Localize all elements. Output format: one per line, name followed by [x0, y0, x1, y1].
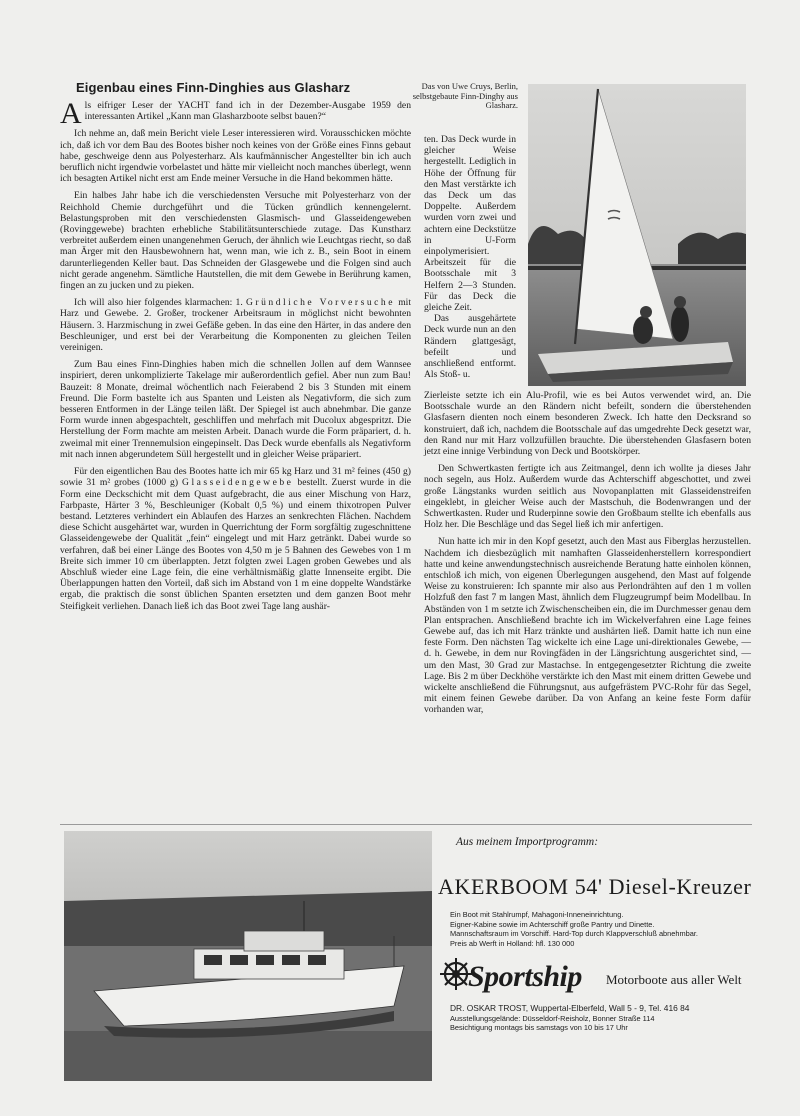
emphasis-text: Glasseidengewebe [182, 477, 294, 489]
article-paragraph: Ein halbes Jahr habe ich die verschiedensten Versuche mit Polyesterharz von der Reichhold Chemie durchgeführt und die Tücken gründlich kennengelernt. Belastungsproben mit den verschiedensten Glasmisch- und Glasseidengeweben (Rovinggewebe) brachten erhebliche Stabilitätsunterschiede zutage. Das Kunstharz verbreitet außerdem einen unangenehmen Geruch, der ähnlich wie Leuchtgas riecht, so daß man Ärger mit den Hausbewohnern hat, wenn man, wie ich z. B., sein Boot in einem darunterliegenden Keller baut. Das Schneiden der Glasgewebe und die Folgen sind auch nicht gerade angenehm. Sämtliche Hautstellen, die mit dem Gewebe in Berührung kamen, fingen an zu jucken und zu pieken. [60, 190, 411, 292]
article-left-column [60, 97, 412, 612]
ad-address-line: DR. OSKAR TROST, Wuppertal-Elberfeld, Wall 5 - 9, Tel. 416 84 [450, 1003, 690, 1013]
article-paragraph [60, 297, 411, 353]
article-paragraph: Zum Bau eines Finn-Dinghies haben mich die schnellen Jollen auf dem Wannsee inspiriert, deren unkomplizierte Takelage mir außerordentlich gefiel. Aber nun zum Bau! Bauzeit: 8 Monate, dreimal wöchentlich nach Feierabend 2 bis 3 Stunden mit einem Freund. Die Form bastelte ich aus Spanten und Leisten als Negativform, die sich zum besseren Entformen in der Länge teilen läßt. Der Spiegel ist auch abnehmbar. Die ganze Form wurde innen abgespachtelt, geschliffen und mehrfach mit Ducolux abgespritzt. Die Herstellung der Form machte am meisten Arbeit. Danach wurde die Form präpariert, d. h. zweimal mit einer Trennemulsion eingepinselt. Das Deck wurde ebenfalls als Negativform mit nach innen abgerundetem Süll hergestellt und in gleicher Weise präpariert. [60, 359, 411, 460]
paragraph-text: Für den eigentlichen Bau des Bootes hatte ich mir 65 kg Harz und 31 m² feines (450 g) sowie 31 m² grobes (1000 g) [60, 466, 411, 489]
ad-address [450, 1004, 760, 1033]
paragraph-text: mit Harz und Gewebe. 2. Großer, trockener Arbeitsraum in möglichst nicht bewohnten Häusern. 3. Harzmischung in zwei Gefäße geben. In das eine den Härter, in das andere den Beschleuniger, und erst bei der Verarbeitung die Komponenten zu gleichen Teilen vereinigen. [60, 297, 411, 354]
ad-address-line: Besichtigung montags bis samstags von 10 bis 17 Uhr [450, 1023, 628, 1033]
sailboat-image [528, 84, 746, 386]
ad-description-line: Preis ab Werft in Holland: hfl. 130 000 [450, 938, 575, 948]
article-paragraph: Den Schwertkasten fertigte ich aus Zeitmangel, denn ich wollte ja dieses Jahr noch segeln, aus Holz. Außerdem wurde das Achterschiff abgeschottet, und zwei große Längstanks wurden seitlich aus Novopanplatten mit Glasseidenstreifen eingeklebt, in gleicher Weise auch der Mastschuh, die Bodenwrangen und der Schwertkasten. Ruder und Ruderpinne sowie den Großbaum stellte ich ebenfalls aus Holz her. Die Beschläge und das Segel ließ ich mir anfertigen. [424, 463, 751, 531]
paragraph-text: bestellt. Zuerst wurde in die Form eine Deckschicht mit dem Quast aufgebracht, die aus einer Mischung von Harz, Farbpaste, Härter 3 %, Beschleuniger (Kobalt 0,5 %) und einem thixotropen Pulver bestand. Letzteres verhindert ein Ablaufen des Harzes an senkrechten Flächen. Nachdem diese Schicht ausgehärtet war, wurden in Querrichtung der Form sorgfältig zugeschnittene Glasseidengewebe der Qualität „fein“ eingelegt und mit Harz getränkt. Dabei wurde so verfahren, daß bei einer Länge des Bootes von 4,50 m je 5 Bahnen des Gewebes von 1 m Breite sich immer 10 cm überlappten. Jetzt folgten zwei Lagen groben Gewebes und als Abschluß wieder eine Lage fein, die eine verhältnismäßig glatte Innenseite ergibt. Die Überlappungen hatten den Vorteil, daß sich im Abstand von 1 m eine doppelte Wandstärke ergab, die praktisch die sonst üblichen Spanten ersetzten und dem ganzen Boot mehr Steifigkeit verliehen. Danach ließ ich das Boot zwei Tage lang aushär- [60, 477, 412, 612]
article-paragraph: Nun hatte ich mir in den Kopf gesetzt, auch den Mast aus Fiberglas herzustellen. Nachdem ich diesbezüglich mit namhaften Glasseidenherstellern korrespondiert hatte und keine anwendungstechnisch ausreichende Beratung hatte einholen können, entschloß ich mich, von eigenen Überlegungen ausgehend, den Mast auf folgende Weise zu konstruieren: Ich spannte mir also aus Perlondrähten auf den 1 m vollen Holzfuß den fast 7 m langen Mast, ähnlich dem Flugzeugrumpf beim Modellbau. In Abständen von 1 m setzte ich Zwischenscheiben ein, die im Durchmesser genau dem Plan entsprachen. Anschließend brachte ich im Wickelverfahren eine Lage feines Gewebe auf, das ich mit Harz tränkte und aushärten ließ. Damit hatte ich nun eine feste Form. Den nächsten Tag wickelte ich eine Lage uni-direktionales Gewebe, — d. h. Gewebe, in dem nur Rovingfäden in der Längsrichtung ausgerichtet sind, — um den Mast, 30 Grad zur Mastachse. In entgegengesetzter Richtung die zweite Lage. Bis 2 m über Deckhöhe verstärkte ich den Mast mit einem dritten Gewebe und wickelte anschließend die Führungsnut, aus aufgefrästem PVC-Rohr für das Segel, mit einem feinen Gewebe darüber. Da von Anfang an keine feste Form dafür vorhanden war, [424, 536, 751, 716]
yacht-photo [64, 831, 432, 1081]
section-divider [60, 824, 752, 825]
article-paragraph: ten. Das Deck wurde in gleicher Weise hergestellt. Lediglich in Höhe der Öffnung für den Mast verstärkte ich das Deck um das Doppelte. Außerdem wurden vorn zwei und achtern eine Deckstütze in U-Form einpolymerisiert. Arbeitszeit für die Bootsschale mit 3 Helfern 2—3 Stunden. Für das Deck die gleiche Zeit. [424, 134, 516, 314]
paragraph-text: ls eifriger Leser der YACHT fand ich in der Dezember-Ausgabe 1959 den interessanten Artikel „Kann man Glasharzboote selbst bauen?“ [84, 100, 411, 123]
sailboat-photo [528, 84, 746, 386]
ad-headline: AKERBOOM 54' Diesel-Kreuzer [438, 874, 752, 899]
article-title: Eigenbau eines Finn-Dinghies aus Glasharz [76, 80, 351, 95]
photo-caption: Das von Uwe Cruys, Berlin, selbstgebaute Finn-Dinghy aus Glasharz. [412, 81, 518, 111]
drop-cap: A [60, 97, 82, 130]
ad-description-line: Ein Boot mit Stahlrumpf, Mahagoni-Inneneinrichtung. [450, 910, 624, 919]
ad-slogan: Motorboote aus aller Welt [606, 972, 742, 987]
article-paragraph: Das ausgehärtete Deck wurde nun an den Rändern glattgesägt, befeilt und anschließend entformt. Als Stoß- u. [424, 313, 516, 381]
article-right-column [424, 390, 751, 716]
ad-description-line: Mannschaftsraum im Vorschiff. Hard-Top durch Klappverschluß abnehmbar. [450, 929, 698, 939]
paragraph-text: Ich will also hier folgendes klarmachen: 1. [74, 297, 243, 309]
article-paragraph [60, 466, 411, 612]
ad-address-line: Ausstellungsgelände: Düsseldorf-Reisholz, Bonner Straße 114 [450, 1013, 655, 1023]
ad-description-line: Eigner-Kabine sowie im Achterschiff große Pantry und Dinette. [450, 919, 655, 929]
article-paragraph [60, 97, 411, 130]
article-paragraph: Zierleiste setzte ich ein Alu-Profil, wie es bei Autos verwendet wird, an. Die Bootsschale wurde an den Rändern nicht befeilt, sondern die überstehenden Glasfasern dienten noch einem besonderen Zweck. Ich hatte den Decksrand so konstruiert, daß ich, nachdem die Bootsschale auf das umgedrehte Deck gesetzt war, den Rand nur mit Harz vollzufüllen brauchte. Die überstehenden Glasfasern boten jetzt eine innige Verbindung von Deck und Bootskörper. [424, 390, 751, 458]
brand-logo: Sportship [468, 960, 582, 993]
ad-description [450, 910, 760, 948]
ad-intro: Aus meinem Importprogramm: [456, 836, 599, 848]
article-paragraph: Ich nehme an, daß mein Bericht viele Leser interessieren wird. Vorausschicken möchte ich, daß ich vor dem Bau des Bootes bisher noch keines von der Größe eines Finns gebaut habe, geschweige denn aus Polyesterharz. Als kaufmännischer Angestellter bin ich auch beruflich nicht irgendwie vorbelastet und hätte mir vielleicht noch manches überlegt, wenn ich besagten Artikel nicht erst am Ende meiner Versuche in die Hand bekommen hätte. [60, 128, 411, 185]
emphasis-text: Gründliche Vorversuche [245, 297, 395, 309]
article-narrow-column [424, 134, 516, 380]
motor-yacht-image [64, 831, 432, 1081]
